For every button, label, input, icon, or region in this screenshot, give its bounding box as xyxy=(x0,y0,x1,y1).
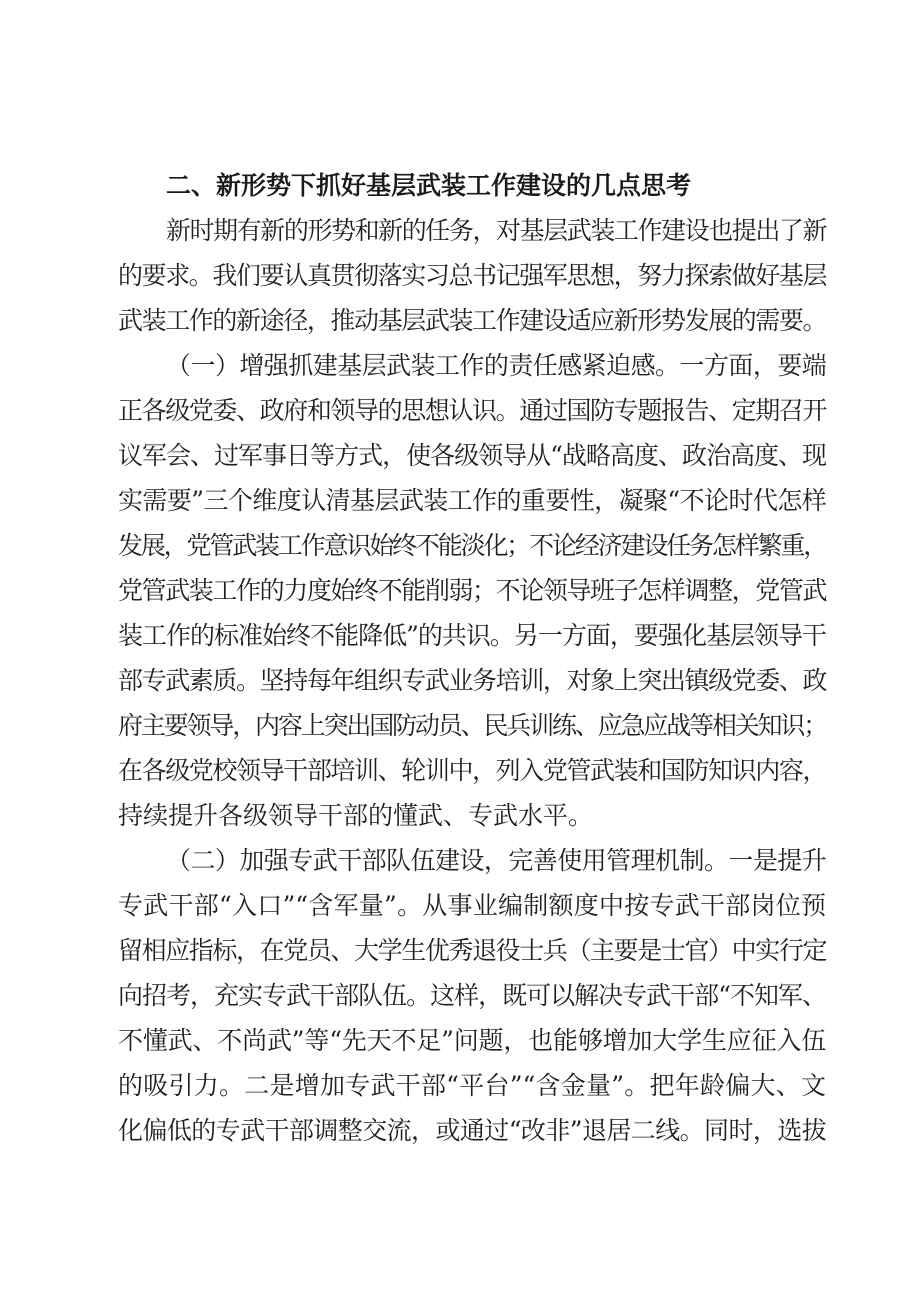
paragraph-1-line-1: 新时期有新的形势和新的任务，对基层武装工作建设也提出了新 xyxy=(166,216,826,245)
paragraph-3-line-1: （二）加强专武干部队伍建设，完善使用管理机制。一是提升 xyxy=(166,846,826,875)
paragraph-2-line-1: （一）增强抓建基层武装工作的责任感紧迫感。一方面，要端 xyxy=(166,351,826,380)
paragraph-2-line-3: 议军会、过军事日等方式，使各级领导从“战略高度、政治高度、现 xyxy=(118,441,826,470)
paragraph-2-line-8: 部专武素质。坚持每年组织专武业务培训，对象上突出镇级党委、政 xyxy=(118,666,826,695)
paragraph-2-line-6: 党管武装工作的力度始终不能削弱；不论领导班子怎样调整，党管武 xyxy=(118,576,826,605)
paragraph-3-line-4: 向招考，充实专武干部队伍。这样，既可以解决专武干部“不知军、 xyxy=(118,981,826,1010)
paragraph-2-line-5: 发展，党管武装工作意识始终不能淡化；不论经济建设任务怎样繁重， xyxy=(118,531,826,560)
paragraph-2-line-4: 实需要”三个维度认清基层武装工作的重要性，凝聚“不论时代怎样 xyxy=(118,486,826,515)
paragraph-2-line-9: 府主要领导，内容上突出国防动员、民兵训练、应急应战等相关知识； xyxy=(118,711,826,740)
paragraph-3-line-3: 留相应指标，在党员、大学生优秀退役士兵（主要是士官）中实行定 xyxy=(118,936,826,965)
paragraph-3-line-7: 化偏低的专武干部调整交流，或通过“改非”退居二线。同时，选拔 xyxy=(118,1116,826,1145)
paragraph-2-line-10: 在各级党校领导干部培训、轮训中，列入党管武装和国防知识内容， xyxy=(118,756,826,785)
paragraph-2-line-2: 正各级党委、政府和领导的思想认识。通过国防专题报告、定期召开 xyxy=(118,396,826,425)
section-heading: 二、新形势下抓好基层武装工作建设的几点思考 xyxy=(166,171,692,200)
paragraph-2-line-7: 装工作的标准始终不能降低”的共识。另一方面，要强化基层领导干 xyxy=(118,621,826,650)
paragraph-1-line-3: 武装工作的新途径，推动基层武装工作建设适应新形势发展的需要。 xyxy=(118,306,826,335)
paragraph-3-line-6: 的吸引力。二是增加专武干部“平台”“含金量”。把年龄偏大、文 xyxy=(118,1071,826,1100)
paragraph-3-line-2: 专武干部“入口”“含军量”。从事业编制额度中按专武干部岗位预 xyxy=(118,891,826,920)
paragraph-3-line-5: 不懂武、不尚武”等“先天不足”问题，也能够增加大学生应征入伍 xyxy=(118,1026,826,1055)
paragraph-1-line-2: 的要求。我们要认真贯彻落实习总书记强军思想，努力探索做好基层 xyxy=(118,261,826,290)
paragraph-2-line-11: 持续提升各级领导干部的懂武、专武水平。 xyxy=(118,801,594,830)
